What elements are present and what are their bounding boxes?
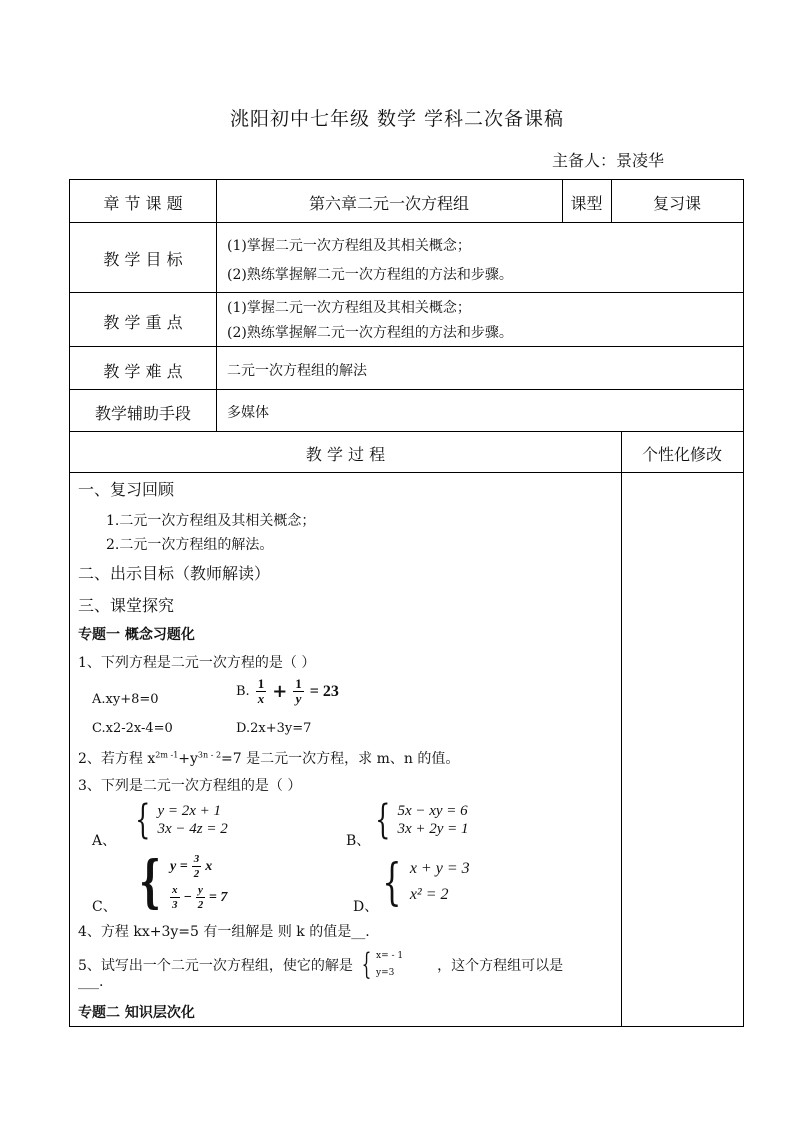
q1-b-fraction-1 (256, 677, 267, 706)
q3-c-frac1-den: 2 (193, 868, 200, 880)
q3-c-eq-1 (170, 852, 227, 881)
q3-d-eq-2: x² = 2 (409, 886, 449, 903)
question-2 (78, 748, 459, 768)
q5-brace: { (361, 947, 372, 982)
process-header: 教 学 过 程 (305, 445, 386, 464)
q2-post: =7 是二元一次方程，求 m、n 的值。 (221, 751, 460, 767)
topic-1-heading: 专题一 概念习题化 (78, 627, 195, 643)
q1-b-frac2-den: y (295, 691, 302, 706)
q3-a-eq-1: y = 2x + 1 (157, 803, 222, 819)
q3-c-frac-3 (196, 883, 205, 912)
q1-option-b (236, 677, 339, 706)
question-1: 1、下列方程是二元一次方程的是（ ） (78, 655, 316, 671)
q3-c-line1-start: y = (170, 858, 188, 874)
q2-mid: +y (178, 751, 198, 767)
q3-c-frac2-den: 3 (172, 899, 178, 911)
q5-solution (357, 948, 403, 982)
chapter-value: 第六章二元一次方程组 (308, 194, 469, 213)
lesson-type-label: 课型 (570, 194, 603, 213)
personal-edit-header: 个性化修改 (641, 445, 722, 464)
q3-system-d (376, 853, 470, 911)
q1-b-frac2-num: 1 (295, 676, 302, 691)
q3-b-eq-2: 3x + 2y = 1 (397, 821, 469, 837)
q5-sol-y: y=3 (376, 968, 395, 978)
q1-b-prefix: B. (236, 684, 250, 699)
q1-b-plus: + (272, 681, 288, 702)
section-goals: 二、出示目标（教师解读） (78, 564, 271, 583)
chapter-label: 章 节 课 题 (103, 194, 183, 213)
q3-c-frac-2 (170, 883, 180, 912)
q1-b-rhs: = 23 (309, 682, 339, 700)
q3-b-eq-1: 5x − xy = 6 (397, 803, 468, 819)
q2-exp-1: 2m -1 (155, 750, 179, 760)
q3-c-line1-end: x (205, 858, 213, 874)
q1-option-a: A.xy+8=0 (92, 692, 159, 707)
q1-b-fraction-2 (293, 677, 304, 706)
section-review: 一、复习回顾 (78, 480, 175, 499)
q5-answer-blank: ___. (78, 974, 104, 990)
q1-option-d: D.2x+3y=7 (236, 721, 312, 736)
aids-value: 多媒体 (227, 405, 269, 421)
key-points-line-2: (2)熟练掌握解二元一次方程组的方法和步骤。 (227, 325, 513, 341)
q3-c-frac1-num: 3 (193, 853, 200, 865)
q2-pre: 2、若方程 x (78, 751, 156, 767)
key-points-label: 教 学 重 点 (103, 313, 183, 332)
objectives-line-2: (2)熟练掌握解二元一次方程组的方法和步骤。 (227, 267, 513, 283)
review-item-1: 1.二元一次方程组及其相关概念； (106, 513, 316, 529)
q3-label-a: A、 (92, 833, 117, 849)
q1-b-frac1-num: 1 (257, 676, 265, 691)
key-points-line-1: (1)掌握二元一次方程组及其相关概念； (227, 300, 471, 316)
q1-b-frac1-den: x (257, 691, 265, 706)
q3-a-brace: { (135, 797, 151, 843)
q3-c-line2-end: = 7 (208, 889, 228, 905)
q3-d-brace: { (382, 853, 402, 911)
q3-c-eq-2 (170, 883, 227, 912)
objectives-line-1: (1)掌握二元一次方程组及其相关概念； (227, 238, 471, 254)
q3-c-frac-1 (192, 852, 202, 881)
q3-c-frac2-num: x (172, 884, 178, 896)
preparer-line: 主备人：景凌华 (552, 151, 665, 170)
q3-system-c (132, 849, 228, 915)
q5-pre: 5、试写出一个二元一次方程组，使它的解是 (78, 958, 353, 974)
question-3: 3、下列是二元一次方程组的是（ ） (78, 778, 302, 794)
q3-a-eq-2: 3x − 4z = 2 (157, 821, 228, 837)
q3-c-frac3-den: 2 (197, 899, 204, 911)
difficulty-label: 教 学 难 点 (103, 362, 183, 381)
q3-label-c: C、 (92, 899, 117, 915)
q5-post: ，这个方程组可以是 (437, 958, 564, 974)
document-title: 洮阳初中七年级 数学 学科二次备课稿 (229, 108, 565, 130)
objectives-label: 教 学 目 标 (103, 250, 183, 269)
q3-system-a (130, 797, 228, 843)
aids-label: 教学辅助手段 (94, 404, 191, 423)
q3-d-eq-1: x + y = 3 (409, 860, 470, 877)
question-4: 4、方程 kx+3y=5 有一组解是 则 k 的值是__. (78, 924, 370, 940)
q3-c-minus: − (183, 889, 192, 905)
q5-solution-lines (376, 948, 403, 982)
q3-c-brace: { (139, 849, 161, 915)
review-item-2: 2.二元一次方程组的解法。 (106, 537, 274, 553)
lesson-plan-table (69, 179, 744, 1027)
difficulty-value: 二元一次方程组的解法 (227, 363, 367, 379)
q2-exp-2: 3n - 2 (197, 750, 222, 760)
q3-label-d: D、 (353, 899, 379, 915)
q3-label-b: B、 (346, 833, 371, 849)
q5-sol-x: x= - 1 (376, 951, 404, 961)
section-explore: 三、课堂探究 (78, 596, 175, 615)
q3-system-b (370, 797, 469, 843)
q3-b-brace: { (375, 797, 391, 843)
q3-c-frac3-num: y (198, 884, 203, 896)
topic-2-heading: 专题二 知识层次化 (78, 1005, 195, 1021)
lesson-type-value: 复习课 (652, 194, 701, 213)
q1-option-c: C.x2-2x-4=0 (92, 721, 173, 736)
question-5 (78, 948, 563, 982)
